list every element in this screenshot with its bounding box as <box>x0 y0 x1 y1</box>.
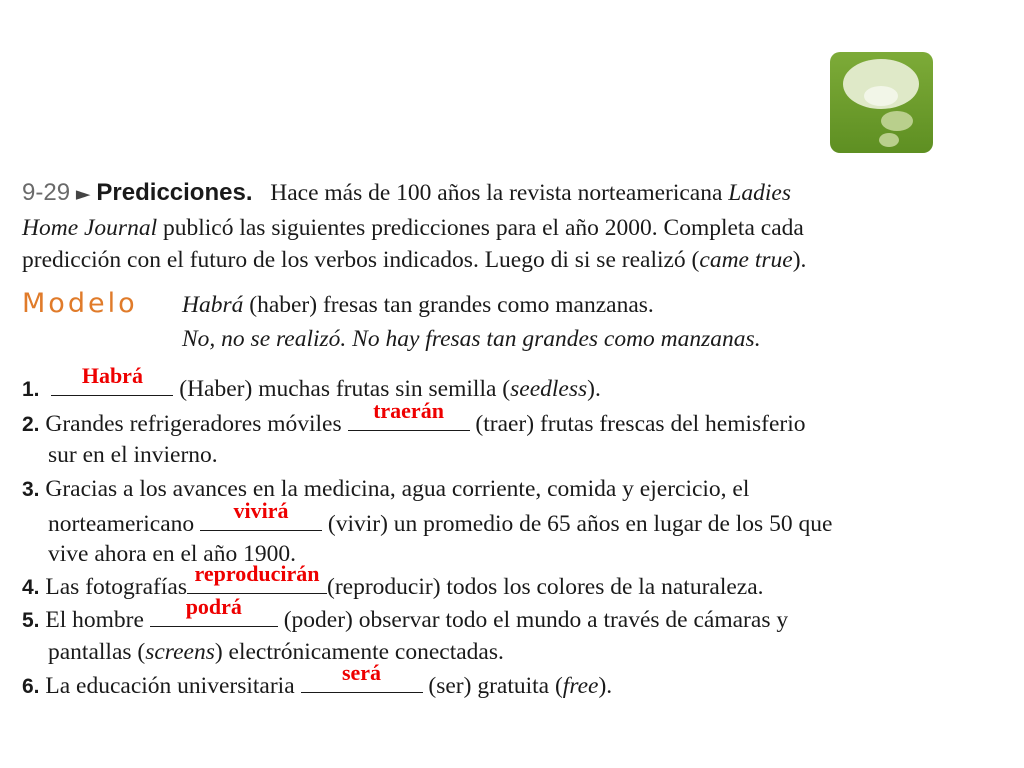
item-number: 6. <box>22 675 40 698</box>
item-italic: seedless <box>510 376 588 402</box>
item-3 <box>22 474 749 505</box>
item-number: 2. <box>22 413 40 436</box>
play-arrow-icon: ► <box>75 183 91 205</box>
item-text: vive ahora en el año 1900. <box>48 541 296 567</box>
instructions-text: predicción con el futuro de los verbos indicados. Luego di si se realizó ( <box>22 247 700 273</box>
item-text: Las fotografías <box>45 574 187 600</box>
instructions-line-2 <box>22 213 804 243</box>
answer-text: podrá <box>185 594 242 619</box>
item-text: ) electrónicamente conectadas. <box>214 639 504 665</box>
item-text: La educación universitaria <box>45 673 295 699</box>
instructions-italic: Home Journal <box>22 215 158 241</box>
item-text: sur en el invierno. <box>48 442 218 468</box>
item-text: (Haber) muchas frutas sin semilla ( <box>179 376 511 402</box>
answer-blank <box>51 363 173 396</box>
modelo-text: (haber) fresas tan grandes como manzanas. <box>249 292 654 318</box>
item-text: (reproducir) todos los colores de la naturaleza. <box>327 574 764 600</box>
answer-blank <box>348 398 470 431</box>
item-italic: screens <box>145 639 215 665</box>
item-italic: free <box>562 673 599 699</box>
modelo-italic: Habrá <box>182 292 244 318</box>
item-text: El hombre <box>45 607 144 633</box>
instructions-italic: Ladies <box>728 180 791 206</box>
item-2-continuation <box>48 440 218 470</box>
item-text: (poder) observar todo el mundo a través de cámaras y <box>283 607 789 633</box>
item-number: 1. <box>22 378 40 401</box>
item-number: 4. <box>22 576 40 599</box>
item-text: ). <box>587 376 601 402</box>
instructions-text: publicó las siguientes predicciones para el año 2000. Completa cada <box>162 215 804 241</box>
item-number: 3. <box>22 478 40 501</box>
item-1 <box>22 363 601 405</box>
item-text: ). <box>598 673 613 699</box>
instructions-italic: came true <box>699 247 793 273</box>
answer-blank <box>187 561 327 594</box>
modelo-italic: No, no se realizó. No hay fresas tan grandes como manzanas. <box>182 326 761 352</box>
instructions-text: Hace más de 100 años la revista norteamericana <box>270 180 723 206</box>
modelo-line-2 <box>182 324 761 354</box>
item-text: Gracias a los avances en la medicina, agua corriente, comida y ejercicio, el <box>45 476 750 502</box>
item-4 <box>22 561 764 603</box>
item-5 <box>22 594 789 636</box>
instructions-text: ). <box>792 247 807 273</box>
exercise-title: Predicciones. <box>96 179 253 206</box>
answer-text: traerán <box>373 398 444 423</box>
item-text: (vivir) un promedio de 65 años en lugar de los 50 que <box>327 511 833 537</box>
item-number: 5. <box>22 609 40 632</box>
item-5-continuation <box>48 637 504 667</box>
item-text: (traer) frutas frescas del hemisferio <box>475 411 806 437</box>
item-3-line-2 <box>48 498 833 539</box>
item-2 <box>22 398 806 440</box>
answer-blank <box>301 660 423 693</box>
thought-bubble-icon <box>830 52 933 153</box>
answer-blank <box>150 594 278 627</box>
answer-text: será <box>341 660 382 685</box>
answer-text: reproducirán <box>194 561 320 586</box>
answer-text: vivirá <box>233 498 289 523</box>
item-text: pantallas ( <box>48 639 146 665</box>
modelo-line-1 <box>182 290 654 320</box>
instructions-line-3 <box>22 245 806 275</box>
item-text: (ser) gratuita ( <box>428 673 563 699</box>
item-text: Grandes refrigeradores móviles <box>45 411 342 437</box>
item-6 <box>22 660 613 702</box>
answer-blank <box>200 498 322 531</box>
exercise-header-line <box>22 178 791 209</box>
answer-text: Habrá <box>81 363 143 388</box>
exercise-number: 9-29 <box>22 179 71 206</box>
modelo-label: Modelo <box>22 288 138 319</box>
item-text: norteamericano <box>48 511 195 537</box>
